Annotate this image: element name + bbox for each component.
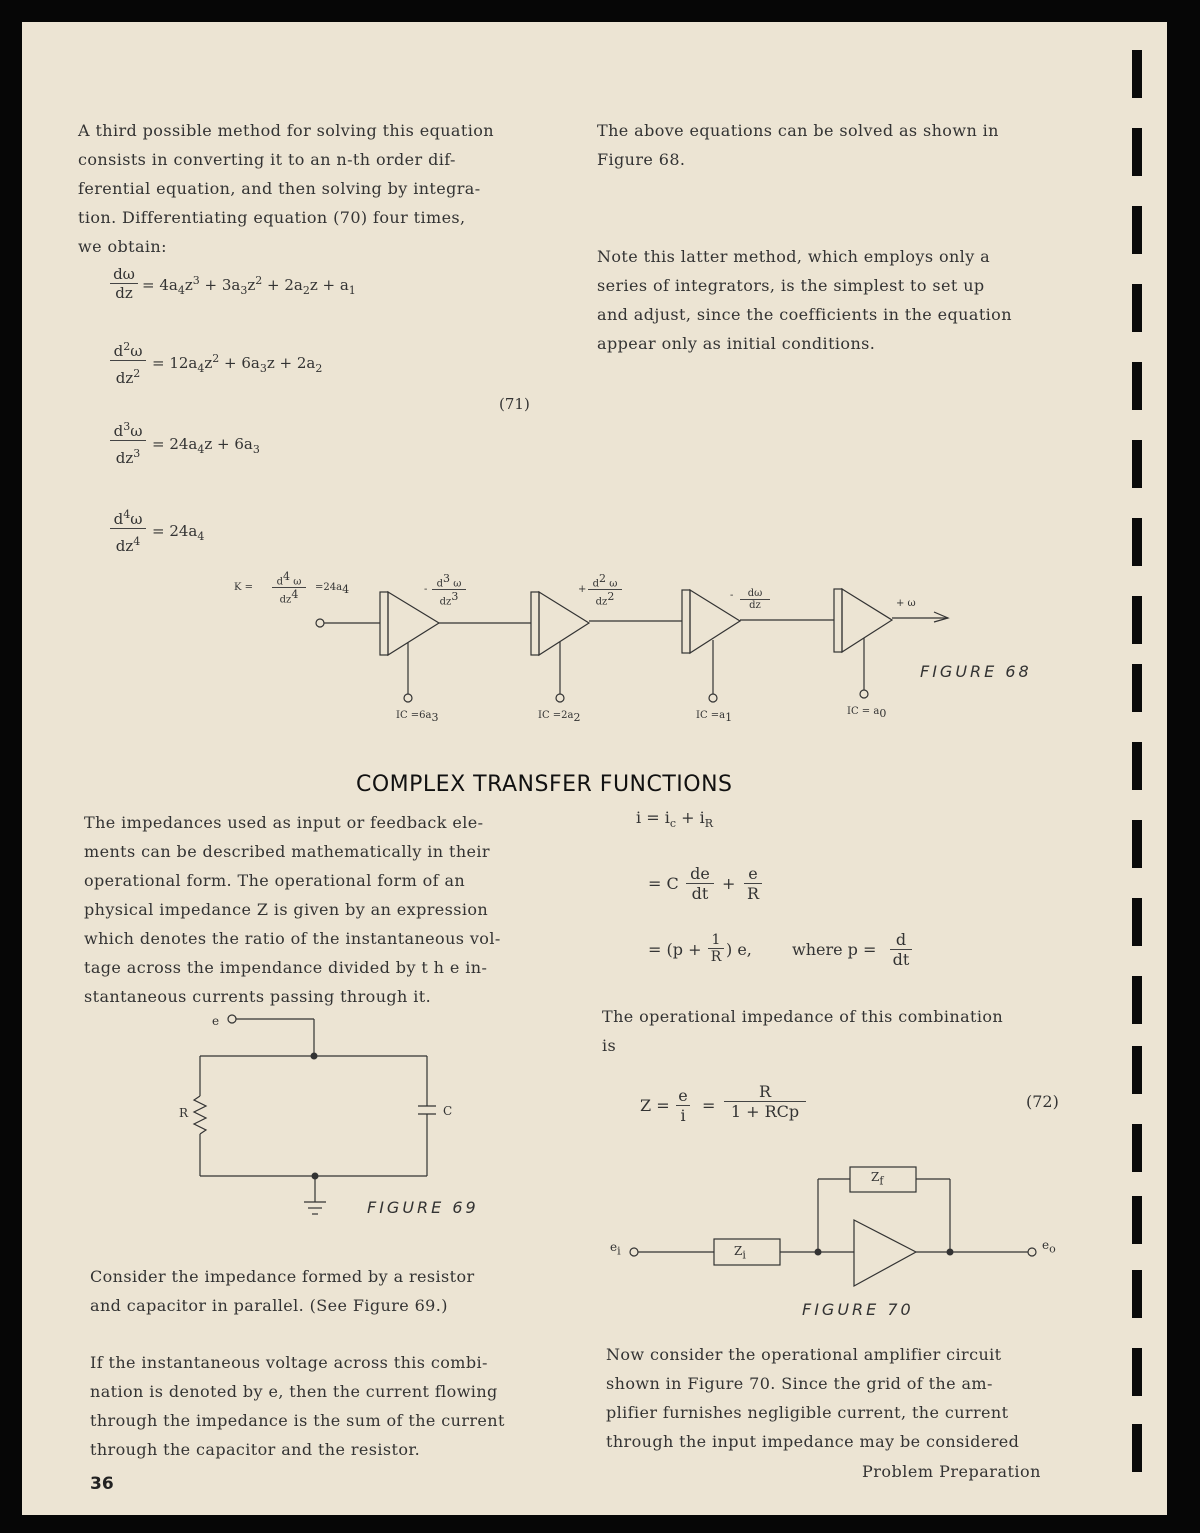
page: A third possible method for solving this equation consists in converting it to an n-th order dif- ferential equation, and then solving by integra- tion. Differentiating equation (70) four times, we obtain: $\frac{d\omega}{dz}$ = $4a_4z^3 + 3a_3z^2 + 2a_2z + a_1$ $\frac{d^2\omega}{dz^2}$ = $12a_4z^2 + 6a_3z + 2a_2$ (71) $\frac{d^3\omega}{dz^3}$ = $24a_4z + 6a_3$ $\frac{d^4\omega}{dz^4}$ = $24a_4$ The above equations can be solved as shown in Figure 68. Note this latter method, which employs only a series of integrators, is the simplest to set up and adjust, since the coefficients in the equation appear only as initial conditions. K = $\frac{d^4 \omega}{dz^4}$ $=24a_4$ - $\frac{d^3 \omega}{dz^3}$ + $\frac{d^2 \omega}{dz^2}$ - $\frac{d\omega}{dz}$ + ω IC $=6a_3$ IC $=2a_2$ IC $=a_1$ IC = $a_0$ FIGURE 68 COMPLEX TRANSFER FUNCTIONS The impedances used as input or feedback ele- ments can be described mathematically in their operational form. The operational form of an physical impedance Z is given by an expression which denotes the ratio of the instantaneous vol- tage across the impendance divided by t h e in- stantaneous currents passing through it. $i = i_c + i_R$ = C $\frac{de}{dt}$ + $\frac{e}{R}$ = (p + $\frac{1}{R}$ ) e, where p = $\frac{d}{dt}$ The operational impedance of this combination is Z = $\frac{e}{i}$ = R 1 + RCp (72) e R C FIGURE 69 $Z_f$ $Z_i$ $e_i$ $e_o$ FIGURE 70 Consider the impedance formed by a resistor and capacitor in parallel. (See Figure 69.) If the instantaneous voltage across this combi- nation is denoted by e, then the current flowing through the impedance is the sum of the current through the capacitor and the resistor. Now consider the operational amplifier circuit shown in Figure 70. Since the grid of the am- plifier furnishes negligible current, the current through the input impedance may be considered 36 Problem Preparation [22, 22, 1167, 1515]
equation-label-71: (71) [499, 395, 530, 413]
figure-70-caption: FIGURE 70 [802, 1300, 914, 1319]
right-paragraph-1: The above equations can be solved as shown in Figure 68. [597, 121, 999, 169]
op-amp-paragraph: Now consider the operational amplifier circuit shown in Figure 70. Since the grid of the am- plifier furnishes negligible current, the current through the input impedance may be considered [606, 1345, 1020, 1451]
section-title: COMPLEX TRANSFER FUNCTIONS [356, 772, 733, 797]
figure-68-caption: FIGURE 68 [920, 662, 1032, 681]
integrator-chain [316, 589, 948, 702]
where-p-label: where p = [792, 940, 877, 959]
right-paragraph-2: Note this latter method, which employs only a series of integrators, is the simplest to set up and adjust, since the coefficients in the equation appear only as initial conditions. [597, 247, 1012, 353]
page-number: 36 [90, 1474, 114, 1494]
equation-label-72: (72) [1026, 1092, 1059, 1111]
footer-title: Problem Preparation [862, 1462, 1041, 1481]
rc-circuit [194, 1015, 436, 1214]
resistor-capacitor-paragraph: Consider the impedance formed by a resistor and capacitor in parallel. (See Figure 69.) [90, 1267, 475, 1315]
figure-69-caption: FIGURE 69 [367, 1198, 479, 1217]
operational-impedance-paragraph: The operational impedance of this combination is [602, 1007, 1004, 1055]
impedance-paragraph: The impedances used as input or feedback ele- ments can be described mathematically in their operational form. The operational form of an physical impedance Z is given by an expression which denotes the ratio of the instantaneous vol- tage across the impendance divided by t h e in- stantaneous currents passing through it. [84, 813, 501, 1006]
intro-paragraph: A third possible method for solving this equation consists in converting it to an n-th order dif- ferential equation, and then solving by integra- tion. Differentiating equation (70) four times, we obtain: [78, 121, 494, 256]
current-flow-paragraph: If the instantaneous voltage across this combi- nation is denoted by e, then the current flowing through the impedance is the sum of the current through the capacitor and the resistor. [90, 1353, 505, 1459]
op-amp-circuit [630, 1167, 1036, 1286]
